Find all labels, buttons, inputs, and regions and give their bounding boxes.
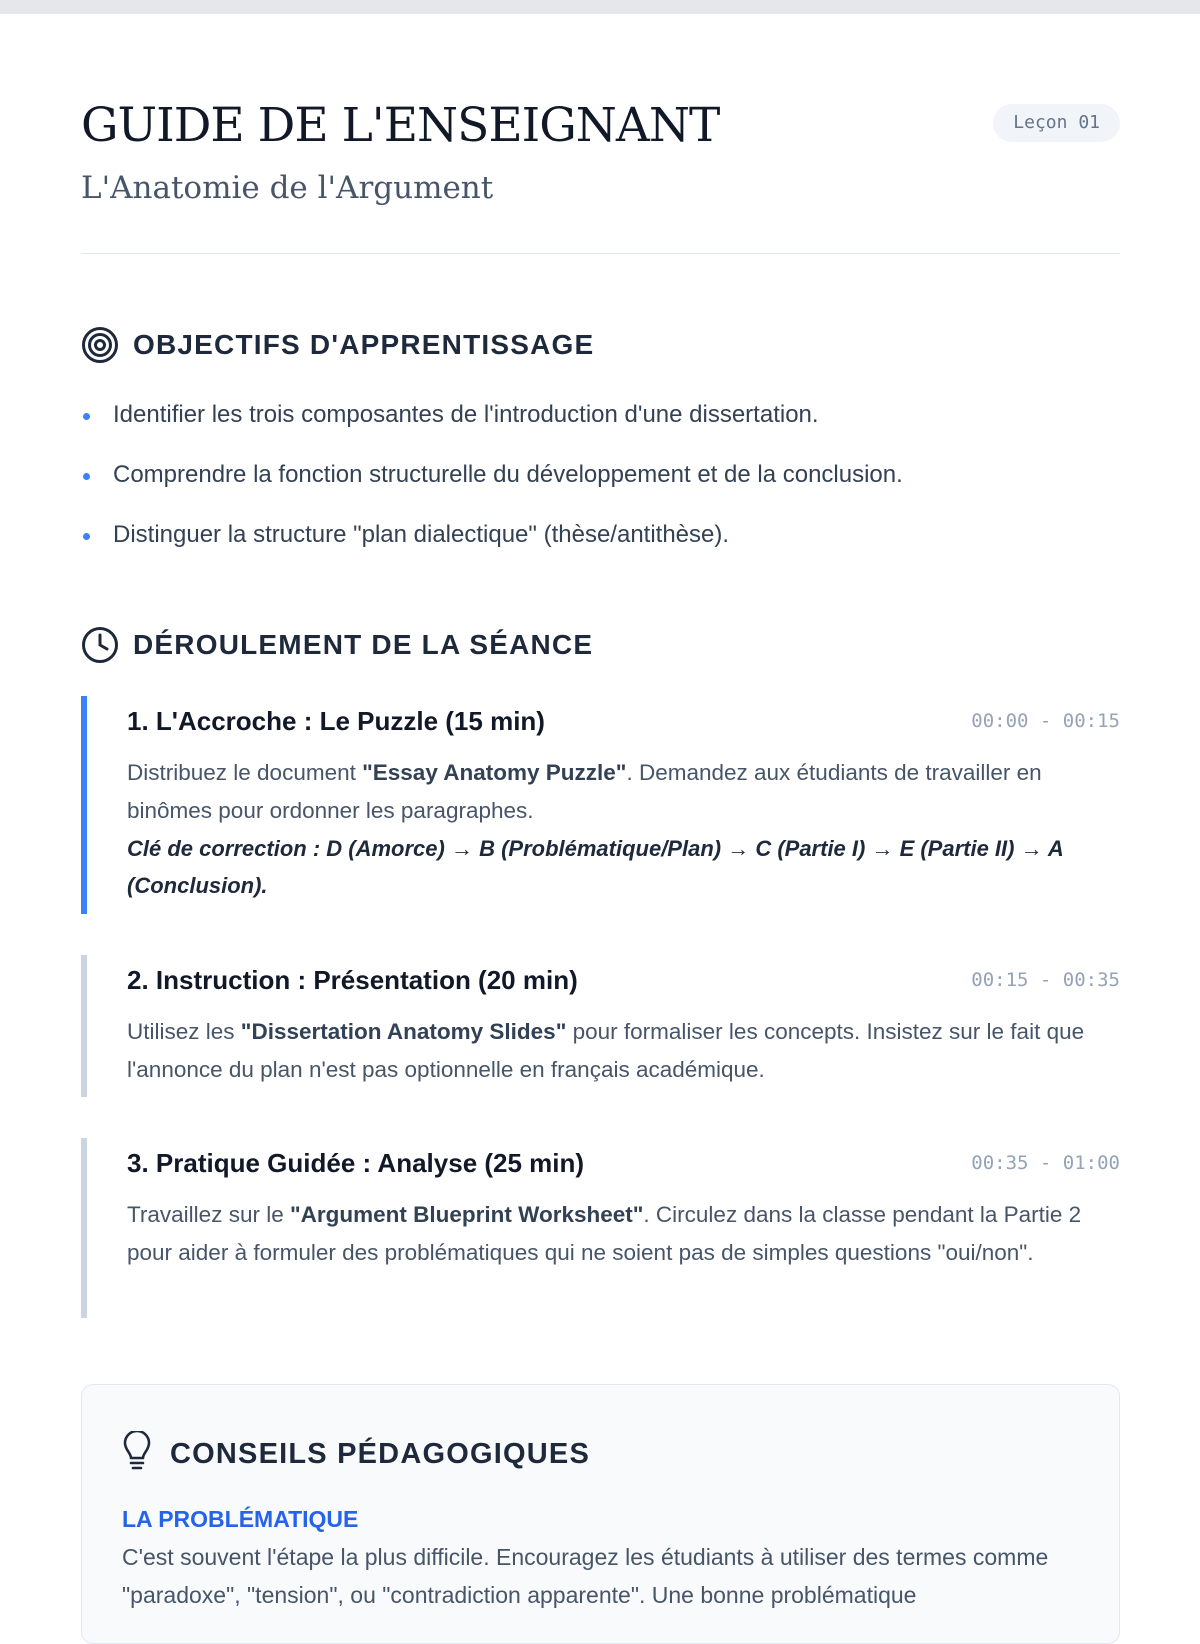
- step-header: [127, 965, 1120, 995]
- step-header: [127, 1148, 1120, 1178]
- step-time: 00:15 - 00:35: [971, 969, 1120, 991]
- page-subtitle: L'Anatomie de l'Argument: [81, 170, 494, 206]
- document-name: "Dissertation Anatomy Slides": [240, 1019, 567, 1044]
- tip-text: C'est souvent l'étape la plus difficile. Encouragez les étudiants à utiliser des termes comme "paradoxe", "tension", ou "contradiction apparente". Une bonne problématique: [122, 1544, 1049, 1608]
- step-description: [127, 754, 1120, 830]
- step-header: [127, 706, 1120, 736]
- step-description: [127, 1013, 1120, 1089]
- schedule-heading: [81, 626, 593, 664]
- step-title: 2. Instruction : Présentation (20 min): [127, 965, 578, 995]
- list-item: [81, 457, 903, 517]
- objective-text: Distinguer la structure "plan dialectique" (thèse/antithèse).: [113, 521, 730, 548]
- target-icon: [81, 326, 119, 364]
- step-time: 00:35 - 01:00: [971, 1152, 1120, 1174]
- objective-text: Comprendre la fonction structurelle du développement et de la conclusion.: [113, 461, 903, 488]
- step-text: Distribuez le document: [127, 760, 363, 785]
- document-name: "Essay Anatomy Puzzle": [362, 760, 627, 785]
- list-item: [81, 517, 903, 577]
- bullet: [83, 413, 90, 420]
- step-time: 00:00 - 00:15: [971, 710, 1120, 732]
- schedule-title: DÉROULEMENT DE LA SÉANCE: [133, 629, 594, 660]
- header-divider: [81, 253, 1120, 254]
- list-item: [81, 397, 903, 457]
- schedule-step-1: [81, 696, 1120, 914]
- top-bar: [0, 0, 1200, 14]
- step-text: Travaillez sur le: [127, 1202, 290, 1227]
- step-text: . Circulez dans la classe pendant la Partie 2 pour aider à formuler des problématiques qui ne soient pas de simples questions "oui/non".: [127, 1202, 1082, 1265]
- bullet: [83, 473, 90, 480]
- tips-heading: [122, 1431, 1079, 1476]
- step-description: [127, 1196, 1120, 1272]
- step-title: 3. Pratique Guidée : Analyse (25 min): [127, 1148, 585, 1178]
- clock-icon: [81, 626, 119, 664]
- tips-title: CONSEILS PÉDAGOGIQUES: [170, 1437, 590, 1470]
- schedule-step-2: [81, 955, 1120, 1097]
- tips-card: [81, 1384, 1120, 1644]
- page-title: GUIDE DE L'ENSEIGNANT: [81, 98, 720, 153]
- bullet: [83, 533, 90, 540]
- schedule-step-3: [81, 1138, 1120, 1318]
- document-name: "Argument Blueprint Worksheet": [289, 1202, 644, 1227]
- objectives-list: [81, 397, 903, 577]
- step-title: 1. L'Accroche : Le Puzzle (15 min): [127, 706, 545, 736]
- tip-label: LA PROBLÉMATIQUE: [122, 1506, 359, 1532]
- step-text: pour formaliser les concepts. Insistez sur le fait que l'annonce du plan n'est pas optionnelle en français académique.: [127, 1019, 1085, 1082]
- objective-text: Identifier les trois composantes de l'introduction d'une dissertation.: [113, 401, 819, 428]
- lesson-badge: Leçon 01: [993, 104, 1120, 142]
- step-text: . Demandez aux étudiants de travailler en binômes pour ordonner les paragraphes.: [127, 760, 1042, 823]
- answer-key: Clé de correction : D (Amorce) → B (Problématique/Plan) → C (Partie I) → E (Partie II) → A (Conclusion).: [127, 836, 1063, 898]
- lightbulb-icon: [122, 1431, 152, 1476]
- objectives-title: OBJECTIFS D'APPRENTISSAGE: [133, 329, 595, 360]
- objectives-heading: [81, 326, 594, 364]
- step-text: Utilisez les: [127, 1019, 241, 1044]
